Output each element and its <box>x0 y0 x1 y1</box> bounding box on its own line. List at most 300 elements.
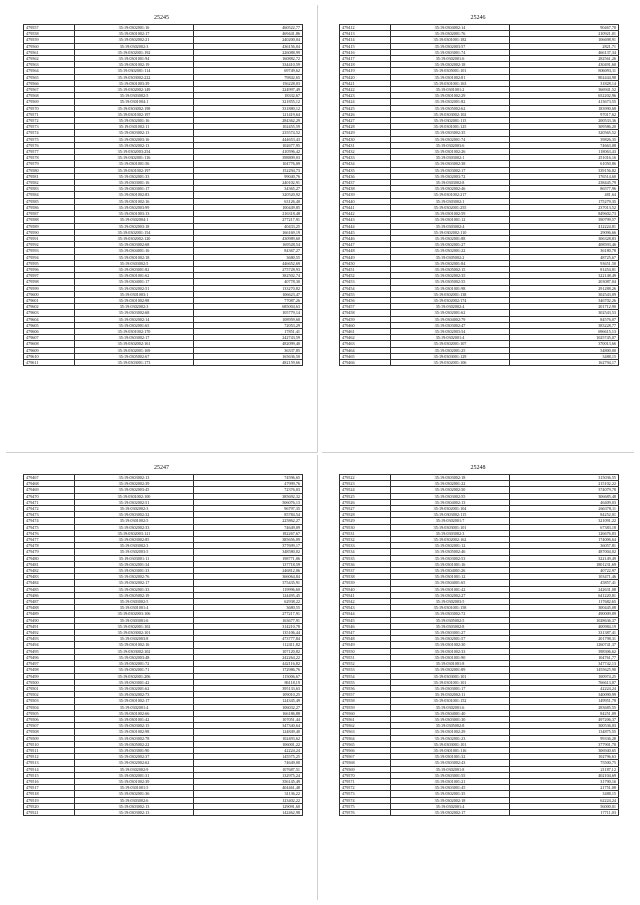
row-number-cell: 479556 <box>340 685 391 691</box>
cadastral-number-cell: 35:19:0302002:37 <box>75 754 194 760</box>
row-number-cell: 479531 <box>340 530 391 536</box>
cadastral-number-cell: 35:19:0302001:8 <box>391 766 510 772</box>
row-number-cell: 479537 <box>340 568 391 574</box>
row-number-cell: 479607 <box>24 335 75 341</box>
row-number-cell: 479414 <box>340 37 391 43</box>
value-cell: 306328,83 <box>510 235 619 241</box>
cadastral-number-cell: 35:19:0301001:98 <box>391 285 510 291</box>
cadastral-number-cell: 35:19:0301002:29 <box>391 93 510 99</box>
cadastral-number-cell: 35:19:0303001:17 <box>391 685 510 691</box>
cadastral-number-cell: 35:19:0303001:74 <box>391 49 510 55</box>
cadastral-table <box>339 474 619 816</box>
cadastral-number-cell: 35:19:0302002:3 <box>75 506 194 512</box>
row-number-cell: 479478 <box>24 543 75 549</box>
value-cell: 132975,24 <box>194 772 303 778</box>
value-cell: 96797,35 <box>194 506 303 512</box>
cadastral-number-cell: 35:19:0303002:72 <box>391 611 510 617</box>
row-number-cell: 479445 <box>340 229 391 235</box>
row-number-cell: 479576 <box>340 809 391 815</box>
cadastral-number-cell: 35:19:0301002:170 <box>75 328 194 334</box>
cadastral-number-cell: 35:19:0302001:84 <box>391 260 510 266</box>
row-number-cell: 479504 <box>24 704 75 710</box>
cadastral-number-cell: 35:19:0303001:30 <box>391 716 510 722</box>
value-cell: 849602,73 <box>510 211 619 217</box>
value-cell: 84252,01 <box>510 512 619 518</box>
row-number-cell: 479467 <box>24 475 75 481</box>
row-number-cell: 479582 <box>24 180 75 186</box>
row-number-cell: 479433 <box>340 155 391 161</box>
value-cell: 277217,91 <box>194 611 303 617</box>
value-cell: 135106,44 <box>194 630 303 636</box>
cadastral-number-cell: 35:19:0304001:16 <box>75 248 194 254</box>
value-cell: 112411,82 <box>194 642 303 648</box>
value-cell: 377699,17 <box>194 543 303 549</box>
value-cell: 242743,59 <box>194 335 303 341</box>
value-cell: 444653,43 <box>194 136 303 142</box>
value-cell: 31828,14 <box>510 80 619 86</box>
value-cell: 21751,08 <box>510 785 619 791</box>
row-number-cell: 479568 <box>340 760 391 766</box>
row-number-cell: 479565 <box>340 741 391 747</box>
row-number-cell: 479540 <box>340 586 391 592</box>
row-number-cell: 479430 <box>340 136 391 142</box>
cadastral-number-cell: 35:19:0304001:17 <box>75 279 194 285</box>
value-cell: 314210,78 <box>194 623 303 629</box>
row-number-cell: 479595 <box>24 260 75 266</box>
row-number-cell: 479571 <box>340 778 391 784</box>
value-cell: 67383,18 <box>510 524 619 530</box>
row-number-cell: 479488 <box>24 605 75 611</box>
cadastral-number-cell: 35:19:0302001:35 <box>391 791 510 797</box>
cadastral-number-cell: 35:19:0302001:34 <box>75 561 194 567</box>
value-cell: 40778,30 <box>194 279 303 285</box>
value-cell: 106698,91 <box>510 37 619 43</box>
cadastral-number-cell: 35:19:0301002:81 <box>391 74 510 80</box>
cadastral-number-cell: 35:19:0305002:46 <box>391 549 510 555</box>
cadastral-number-cell: 35:19:0301002:16 <box>75 642 194 648</box>
cadastral-number-cell: 35:19:0301001:101 <box>391 679 510 685</box>
cadastral-number-cell: 35:19:0301004:1 <box>75 99 194 105</box>
value-cell: 346702,26 <box>510 297 619 303</box>
value-cell: 374079,78 <box>510 487 619 493</box>
cadastral-number-cell: 35:19:0302003:16 <box>75 136 194 142</box>
row-number-cell: 479512 <box>24 754 75 760</box>
value-cell: 487004,02 <box>510 549 619 555</box>
row-number-cell: 479457 <box>340 304 391 310</box>
value-cell: 74663,08 <box>510 142 619 148</box>
cadastral-number-cell: 35:19:0303001:27 <box>391 630 510 636</box>
cadastral-number-cell: 35:19:0303002:17 <box>391 167 510 173</box>
value-cell: 69749,62 <box>194 68 303 74</box>
row-number-cell: 479554 <box>340 673 391 679</box>
cadastral-number-cell: 35:19:0301002:100 <box>75 493 194 499</box>
row-number-cell: 479570 <box>24 105 75 111</box>
cadastral-number-cell: 35:19:0303001:11 <box>75 555 194 561</box>
row-number-cell: 479538 <box>340 574 391 580</box>
row-number-cell: 479527 <box>340 506 391 512</box>
page-number: 25245 <box>154 15 169 21</box>
row-number-cell: 479466 <box>340 359 391 365</box>
value-cell: 377901,70 <box>510 741 619 747</box>
cadastral-number-cell: 35:19:0302003:5 <box>391 599 510 605</box>
value-cell: 240200,04 <box>194 37 303 43</box>
row-number-cell: 479502 <box>24 692 75 698</box>
row-number-cell: 479480 <box>24 555 75 561</box>
row-number-cell: 479568 <box>24 93 75 99</box>
row-number-cell: 479573 <box>340 791 391 797</box>
row-number-cell: 479470 <box>24 493 75 499</box>
value-cell: 408593,46 <box>510 242 619 248</box>
value-cell: 302543,09 <box>510 291 619 297</box>
value-cell: 107120,82 <box>194 648 303 654</box>
row-number-cell: 479520 <box>24 803 75 809</box>
cadastral-number-cell: 35:19:0303001:42 <box>75 679 194 685</box>
row-number-cell: 479567 <box>340 754 391 760</box>
value-cell: 107687,51 <box>194 766 303 772</box>
row-number-cell: 479562 <box>340 723 391 729</box>
row-number-cell: 479424 <box>340 99 391 105</box>
cadastral-number-cell: 35:19:0302001:76 <box>391 31 510 37</box>
value-cell: 334410,59 <box>194 62 303 68</box>
row-number-cell: 479534 <box>340 549 391 555</box>
value-cell: 398306,62 <box>510 648 619 654</box>
cadastral-number-cell: 35:19:0303001:82 <box>75 266 194 272</box>
cadastral-number-cell: 35:19:0301003:1 <box>75 291 194 297</box>
cadastral-number-cell: 35:19:0302003:18 <box>75 223 194 229</box>
value-cell: 436156,04 <box>194 43 303 49</box>
value-cell: 102677,95 <box>194 142 303 148</box>
row-number-cell: 479458 <box>340 310 391 316</box>
value-cell: 183990,68 <box>510 105 619 111</box>
row-number-cell: 479572 <box>24 118 75 124</box>
value-cell: 348580,02 <box>194 549 303 555</box>
row-number-cell: 479585 <box>24 198 75 204</box>
cadastral-number-cell: 35:19:0302001:107 <box>391 341 510 347</box>
cadastral-number-cell: 35:19:0302002:46 <box>391 186 510 192</box>
cadastral-number-cell: 35:19:0302001:82 <box>391 99 510 105</box>
value-cell: 118063,43 <box>510 149 619 155</box>
value-cell: 2821,71 <box>510 43 619 49</box>
cadastral-number-cell: 35:19:0302001:102 <box>75 623 194 629</box>
value-cell: 182267,67 <box>194 530 303 536</box>
row-number-cell: 479503 <box>24 698 75 704</box>
row-number-cell: 479477 <box>24 537 75 543</box>
row-number-cell: 479519 <box>24 797 75 803</box>
cadastral-number-cell: 35:19:0303001:101 <box>391 524 510 530</box>
cadastral-number-cell: 35:19:0301002:59 <box>391 211 510 217</box>
row-number-cell: 479459 <box>340 316 391 322</box>
value-cell: 203087,04 <box>510 279 619 285</box>
value-cell: 320565,52 <box>510 130 619 136</box>
cadastral-number-cell: 35:19:0302001:114 <box>75 68 194 74</box>
cadastral-table <box>339 24 619 366</box>
cadastral-number-cell: 35:19:0301001:94 <box>75 56 194 62</box>
row-number-cell: 479464 <box>340 347 391 353</box>
cadastral-number-cell: 35:19:0301001:182 <box>391 37 510 43</box>
table-row <box>24 359 303 365</box>
value-cell: 766613,87 <box>510 679 619 685</box>
cadastral-number-cell: 35:19:0302001:6 <box>391 56 510 62</box>
cadastral-number-cell: 35:19:0303002:5 <box>75 599 194 605</box>
row-number-cell: 479434 <box>340 161 391 167</box>
cadastral-number-cell: 35:19:0303002:5 <box>75 260 194 266</box>
value-cell: 36337,85 <box>194 347 303 353</box>
value-cell: 375435,91 <box>194 580 303 586</box>
cadastral-number-cell: 35:19:0302001:104 <box>391 506 510 512</box>
value-cell: 106001,22 <box>194 741 303 747</box>
value-cell: 300445,08 <box>510 605 619 611</box>
cadastral-number-cell: 35:19:0303001:55 <box>391 772 510 778</box>
cadastral-number-cell: 35:19:0303002:53 <box>391 555 510 561</box>
value-cell: 383228,77 <box>510 322 619 328</box>
row-number-cell: 479573 <box>24 124 75 130</box>
row-number-cell: 479569 <box>24 99 75 105</box>
cadastral-number-cell: 35:19:0305002:8 <box>391 723 510 729</box>
row-number-cell: 479460 <box>340 322 391 328</box>
value-cell: 430989,60 <box>194 235 303 241</box>
row-number-cell: 479456 <box>340 297 391 303</box>
row-number-cell: 479507 <box>24 723 75 729</box>
value-cell: 685004,63 <box>194 304 303 310</box>
cadastral-number-cell: 35:19:0302002:50 <box>391 487 510 493</box>
cadastral-number-cell: 35:19:0301002:29 <box>391 729 510 735</box>
value-cell: 86577,96 <box>510 186 619 192</box>
row-number-cell: 479413 <box>340 31 391 37</box>
cadastral-number-cell: 35:19:0301001:42 <box>75 716 194 722</box>
row-number-cell: 479571 <box>24 111 75 117</box>
row-number-cell: 479586 <box>24 204 75 210</box>
row-number-cell: 479510 <box>24 741 75 747</box>
row-number-cell: 479548 <box>340 636 391 642</box>
value-cell: 3488,15 <box>510 791 619 797</box>
cadastral-number-cell: 35:19:0302002:18 <box>391 62 510 68</box>
value-cell: 93651,50 <box>510 260 619 266</box>
cadastral-number-cell: 35:19:0302001:33 <box>75 173 194 179</box>
cadastral-number-cell: 35:19:0301002:5 <box>75 518 194 524</box>
row-number-cell: 479584 <box>24 192 75 198</box>
cadastral-number-cell: 35:19:0304001:65 <box>391 580 510 586</box>
cadastral-number-cell: 35:19:0301001:116 <box>391 747 510 753</box>
value-cell: 102455,59 <box>194 124 303 130</box>
cadastral-number-cell: 35:19:0302003:6 <box>391 142 510 148</box>
value-cell: 36180,78 <box>510 248 619 254</box>
value-cell: 226088,99 <box>194 49 303 55</box>
value-cell: 104761,77 <box>510 654 619 660</box>
value-cell: 18332,67 <box>194 93 303 99</box>
value-cell: 240102,91 <box>194 180 303 186</box>
row-number-cell: 479560 <box>24 43 75 49</box>
value-cell: 340090,99 <box>510 692 619 698</box>
row-number-cell: 479526 <box>340 499 391 505</box>
cadastral-number-cell: 35:19:0302001:22 <box>391 481 510 487</box>
cadastral-number-cell: 35:19:0302001:138 <box>391 291 510 297</box>
value-cell: 321091,22 <box>510 518 619 524</box>
cadastral-number-cell: 35:19:0302001:74 <box>391 136 510 142</box>
row-number-cell: 479564 <box>24 68 75 74</box>
value-cell: 99336,28 <box>510 735 619 741</box>
value-cell: 119996,60 <box>194 586 303 592</box>
cadastral-number-cell: 35:19:0301001:8 <box>391 661 510 667</box>
cadastral-number-cell: 35:19:0303002:18 <box>391 475 510 481</box>
row-number-cell: 479528 <box>340 512 391 518</box>
cadastral-number-cell: 35:19:0301001:12 <box>391 217 510 223</box>
cadastral-number-cell: 35:19:0301001:125 <box>391 124 510 130</box>
row-number-cell: 479539 <box>340 580 391 586</box>
cadastral-number-cell: 35:19:0303002:13 <box>75 803 194 809</box>
row-number-cell: 479564 <box>340 735 391 741</box>
row-number-cell: 479550 <box>340 648 391 654</box>
row-number-cell: 479443 <box>340 217 391 223</box>
cadastral-number-cell: 35:19:0302002:3 <box>75 43 194 49</box>
cadastral-number-cell: 35:19:0302003:5 <box>75 549 194 555</box>
cadastral-number-cell: 35:19:0305002:15 <box>391 266 510 272</box>
cadastral-number-cell: 35:19:0302002:11 <box>391 692 510 698</box>
row-number-cell: 479461 <box>340 328 391 334</box>
value-cell: 34365,27 <box>194 186 303 192</box>
value-cell: 251016,16 <box>510 155 619 161</box>
cadastral-number-cell: 35:19:0301002:16 <box>75 198 194 204</box>
value-cell: 175279,35 <box>510 198 619 204</box>
row-number-cell: 479597 <box>24 273 75 279</box>
cadastral-number-cell: 35:19:0301003:13 <box>75 211 194 217</box>
cadastral-number-cell: 35:19:0303001:16 <box>75 180 194 186</box>
row-number-cell: 479415 <box>340 43 391 49</box>
row-number-cell: 479492 <box>24 630 75 636</box>
value-cell: 123402,22 <box>194 797 303 803</box>
cadastral-number-cell: 35:19:0302001:106 <box>391 359 510 365</box>
row-number-cell: 479587 <box>24 211 75 217</box>
cadastral-number-cell: 35:19:0303002:5 <box>75 93 194 99</box>
row-number-cell: 479588 <box>24 217 75 223</box>
row-number-cell: 479516 <box>24 778 75 784</box>
row-number-cell: 479417 <box>340 56 391 62</box>
cadastral-number-cell: 35:19:0302002:27 <box>391 592 510 598</box>
cadastral-number-cell: 35:19:0302002:35 <box>391 273 510 279</box>
row-number-cell: 479589 <box>24 223 75 229</box>
value-cell: 74649,00 <box>194 760 303 766</box>
row-number-cell: 479601 <box>24 297 75 303</box>
value-cell: 322149,49 <box>510 555 619 561</box>
cadastral-number-cell: 35:19:0302001:16 <box>75 25 194 31</box>
value-cell: 129091,60 <box>194 803 303 809</box>
value-cell: 108959,60 <box>194 316 303 322</box>
row-number-cell: 479553 <box>340 667 391 673</box>
cadastral-number-cell: 35:19:0302001:154 <box>75 229 194 235</box>
row-number-cell: 479494 <box>24 642 75 648</box>
cadastral-number-cell: 35:19:0302001:62 <box>75 685 194 691</box>
row-number-cell: 479475 <box>24 524 75 530</box>
row-number-cell: 479482 <box>24 568 75 574</box>
cadastral-number-cell: 35:19:0302001:88 <box>391 235 510 241</box>
cadastral-number-cell: 35:19:0302002:17 <box>75 580 194 586</box>
cadastral-number-cell: 35:19:0301002:17 <box>75 698 194 704</box>
value-cell: 62224,24 <box>510 797 619 803</box>
value-cell: 42224,24 <box>194 747 303 753</box>
cadastral-number-cell: 35:19:0301002:11 <box>75 124 194 130</box>
value-cell: 77087,26 <box>194 297 303 303</box>
cadastral-number-cell: 35:19:0302002:13 <box>75 142 194 148</box>
value-cell: 398809,03 <box>194 155 303 161</box>
cadastral-number-cell: 35:19:0304002:13 <box>391 499 510 505</box>
cadastral-number-cell: 35:19:0302001:169 <box>75 347 194 353</box>
row-number-cell: 479490 <box>24 617 75 623</box>
cadastral-number-cell: 35:19:0303002:17 <box>75 335 194 341</box>
cadastral-number-cell: 35:19:0302002:110 <box>391 229 510 235</box>
cadastral-number-cell: 35:19:0305002:2 <box>391 254 510 260</box>
value-cell: 1455625,90 <box>510 667 619 673</box>
row-number-cell: 479542 <box>340 599 391 605</box>
value-cell: 481,64 <box>510 192 619 198</box>
value-cell: 402104,69 <box>510 772 619 778</box>
value-cell: 385692,32 <box>194 493 303 499</box>
value-cell: 283685,55 <box>510 704 619 710</box>
value-cell: 322148,49 <box>510 273 619 279</box>
value-cell: 315036,55 <box>510 475 619 481</box>
row-number-cell: 479442 <box>340 211 391 217</box>
cadastral-number-cell: 35:19:0303001:90 <box>75 747 194 753</box>
value-cell: 277217,91 <box>194 217 303 223</box>
value-cell: 306940,65 <box>510 747 619 753</box>
value-cell: 802444,98 <box>510 74 619 80</box>
value-cell: 400984,19 <box>510 623 619 629</box>
value-cell: 142462,98 <box>194 809 303 815</box>
row-number-cell: 479497 <box>24 661 75 667</box>
cadastral-number-cell: 35:19:0301002:197 <box>75 167 194 173</box>
table-row <box>340 809 619 815</box>
cadastral-number-cell: 35:19:0302002:120 <box>75 235 194 241</box>
value-cell: 40722,97 <box>510 568 619 574</box>
row-number-cell: 479602 <box>24 304 75 310</box>
cadastral-number-cell: 35:19:0301001:21 <box>391 778 510 784</box>
cadastral-number-cell: 35:19:0304001:26 <box>391 568 510 574</box>
value-cell: 134875,55 <box>510 729 619 735</box>
cadastral-number-cell: 35:19:0303001:33 <box>75 568 194 574</box>
cadastral-number-cell: 35:19:0302002:39 <box>75 481 194 487</box>
row-number-cell: 479535 <box>340 555 391 561</box>
cadastral-number-cell: 35:19:0301002:17 <box>75 31 194 37</box>
cadastral-number-cell: 35:19:0303002:32 <box>75 512 194 518</box>
cadastral-number-cell: 35:19:0303002:43 <box>391 760 510 766</box>
cadastral-number-cell: 35:19:0302002:73 <box>75 692 194 698</box>
cadastral-number-cell: 35:19:0302001:23 <box>391 735 510 741</box>
value-cell: 216318,48 <box>194 211 303 217</box>
table-row <box>340 359 619 365</box>
value-cell: 460522,77 <box>194 25 303 31</box>
row-number-cell: 479574 <box>24 130 75 136</box>
cadastral-number-cell: 35:19:0303001:129 <box>391 353 510 359</box>
row-number-cell: 479599 <box>24 285 75 291</box>
value-cell: 225862,27 <box>194 518 303 524</box>
row-number-cell: 479481 <box>24 561 75 567</box>
row-number-cell: 479557 <box>340 692 391 698</box>
cadastral-table <box>23 24 303 366</box>
value-cell: 201712,90 <box>510 304 619 310</box>
value-cell: 42224,24 <box>510 685 619 691</box>
row-number-cell: 479518 <box>24 791 75 797</box>
cadastral-number-cell: 35:19:0303002:222 <box>75 74 194 80</box>
cadastral-number-cell: 35:19:0301001:32 <box>391 754 510 760</box>
page-number: 25246 <box>470 15 486 21</box>
row-number-cell: 479446 <box>340 235 391 241</box>
row-number-cell: 479505 <box>24 710 75 716</box>
cadastral-number-cell: 35:19:0302002:17 <box>391 809 510 815</box>
cadastral-number-cell: 35:19:0303002:47 <box>391 322 510 328</box>
row-number-cell: 479452 <box>340 273 391 279</box>
value-cell: 166186,88 <box>194 710 303 716</box>
value-cell: 75500,75 <box>510 760 619 766</box>
cadastral-number-cell: 35:19:0303002:102 <box>75 648 194 654</box>
value-cell: 103471,46 <box>510 574 619 580</box>
